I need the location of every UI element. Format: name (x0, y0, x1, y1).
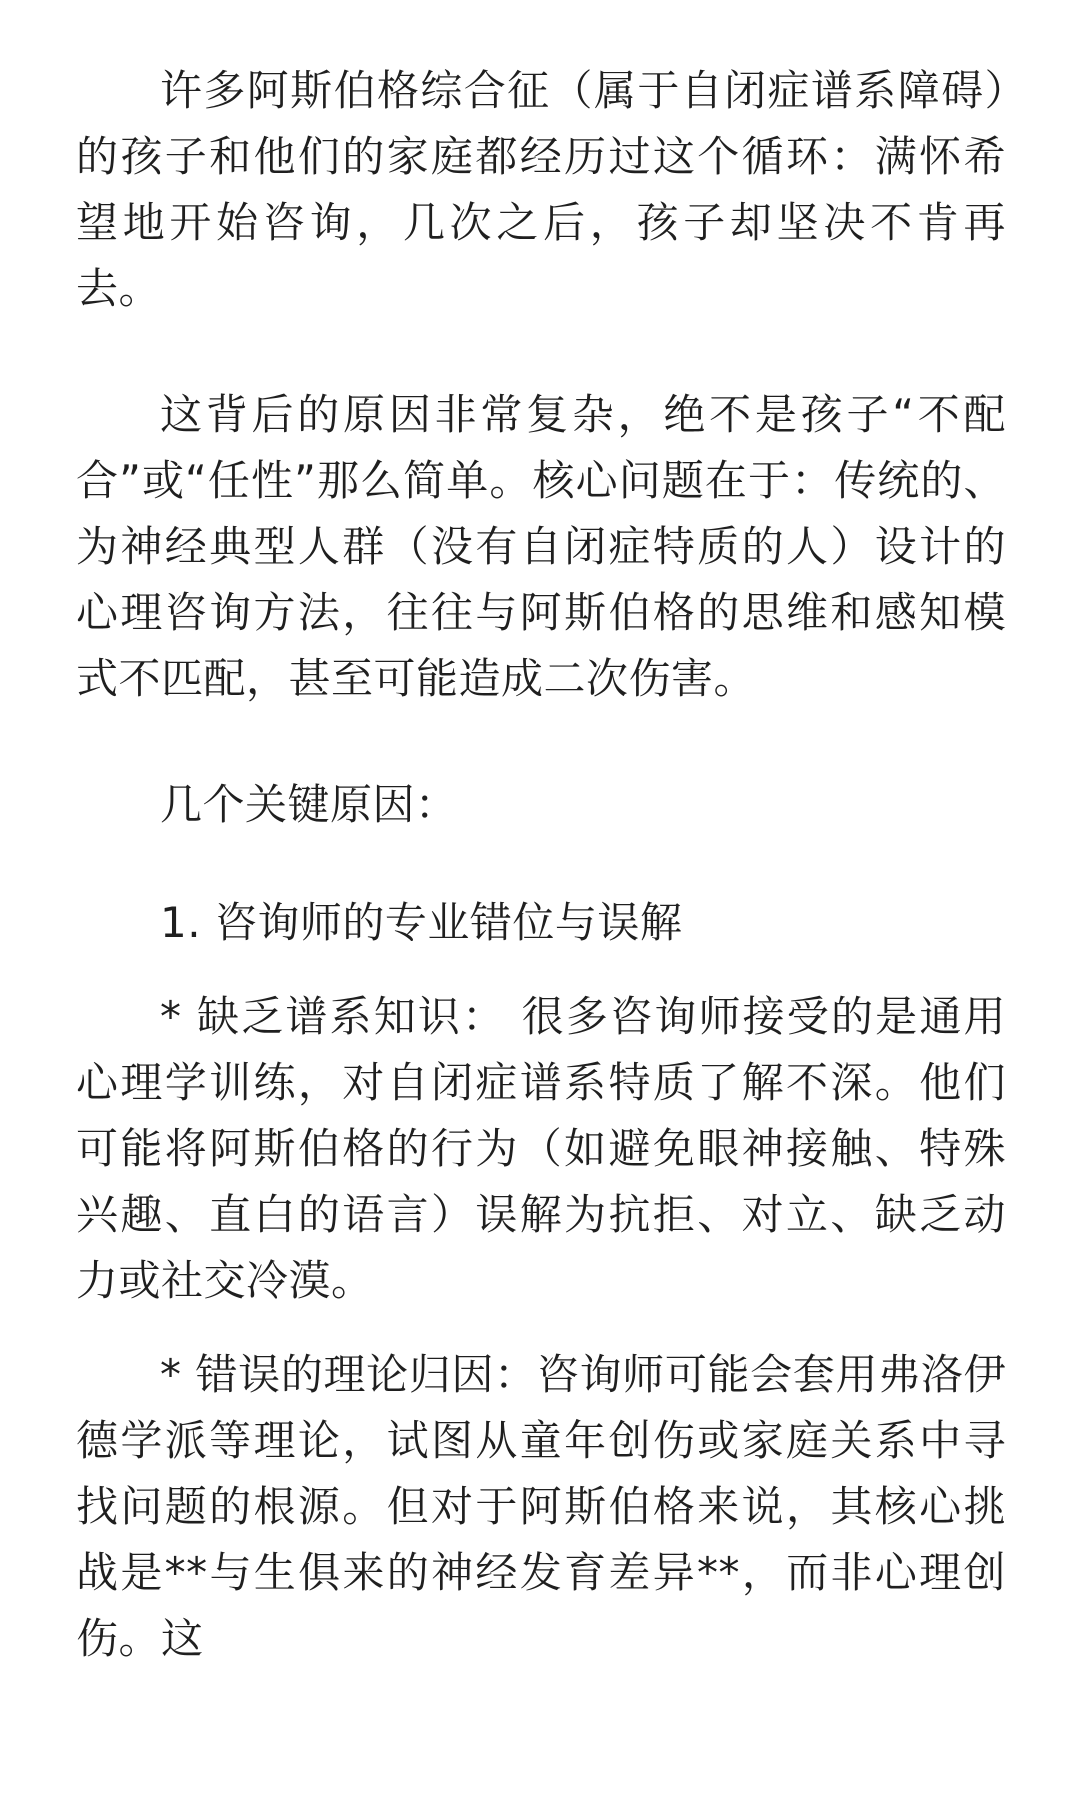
section-heading-1: 1. 咨询师的专业错位与误解 (160, 898, 683, 947)
paragraph-spacer (76, 838, 1006, 890)
paragraph-spacer (76, 322, 1006, 382)
paragraph-spacer (76, 1314, 1006, 1342)
bullet-wrong-theory-attribution: * 错误的理论归因：咨询师可能会套用弗洛伊德学派等理论，试图从童年创伤或家庭关系中寻找问题的根源。但对于阿斯伯格来说，其核心挑战是**与生俱来的神经发育差异**，而非心理创伤。这 (76, 1350, 1006, 1663)
bullet-lack-spectrum-knowledge: * 缺乏谱系知识： 很多咨询师接受的是通用心理学训练，对自闭症谱系特质了解不深。他们可能将阿斯伯格的行为（如避免眼神接触、特殊兴趣、直白的语言）误解为抗拒、对立、缺乏动力或社交冷漠。 (76, 992, 1006, 1305)
paragraph-key-reasons-heading: 几个关键原因： (160, 780, 458, 829)
article-body (76, 58, 1006, 1672)
paragraph-intro: 许多阿斯伯格综合征（属于自闭症谱系障碍）的孩子和他们的家庭都经历过这个循环：满怀希望地开始咨询，几次之后，孩子却坚决不肯再去。 (76, 66, 1006, 313)
paragraph-spacer (76, 712, 1006, 772)
paragraph-spacer (76, 956, 1006, 984)
paragraph-causes: 这背后的原因非常复杂，绝不是孩子“不配合”或“任性”那么简单。核心问题在于：传统的、为神经典型人群（没有自闭症特质的人）设计的心理咨询方法，往往与阿斯伯格的思维和感知模式不匹配，甚至可能造成二次伤害。 (76, 390, 1006, 703)
